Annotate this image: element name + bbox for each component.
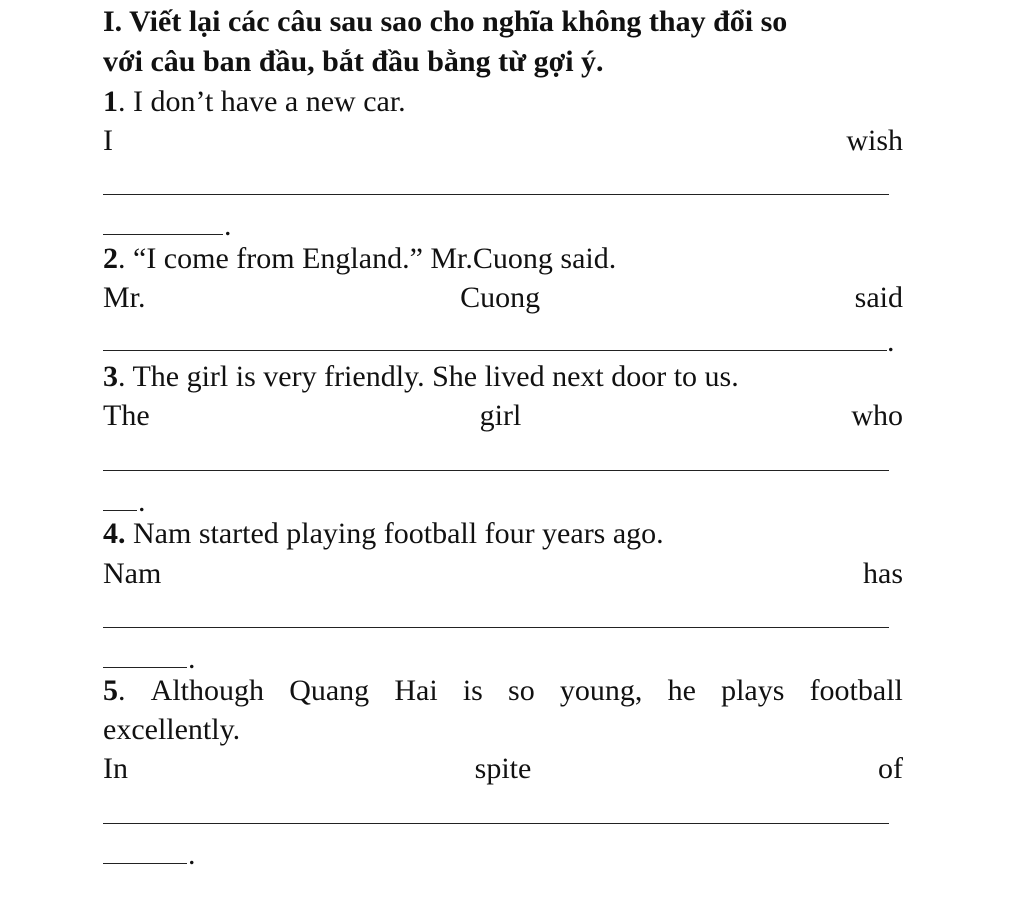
question-5-word: is [462, 674, 483, 707]
question-3-number: 3 [103, 360, 118, 393]
question-5-word: he [667, 674, 696, 707]
question-4-text: Nam started playing football four years ago. [125, 517, 664, 550]
question-3-sentence: 3. The girl is very friendly. She lived next door to us. [103, 360, 739, 393]
question-5-word: Quang [289, 674, 370, 707]
question-2-end-mark: . [887, 325, 895, 358]
question-5-sentence: 5. Although Quang Hai is so young, he plays football [103, 671, 903, 711]
question-3-answer-blank[interactable] [103, 470, 889, 471]
question-2-prompt-word: said [854, 281, 903, 314]
question-3-prompt-word: who [851, 399, 903, 432]
question-5-end-mark: . [188, 838, 196, 871]
question-5-tail-blank[interactable] [103, 863, 187, 864]
question-2-answer-line [103, 322, 895, 362]
question-3-prompt [103, 396, 903, 436]
question-5-prompt [103, 749, 903, 789]
question-5-number: 5 [103, 674, 118, 707]
question-2-answer-blank[interactable] [103, 350, 887, 351]
question-5-word: young, [559, 674, 643, 707]
question-1-tail-blank[interactable] [103, 234, 223, 235]
question-1-answer-blank[interactable] [103, 194, 889, 195]
question-3-end-mark: . [138, 485, 146, 518]
question-5-prompt-word: In [103, 752, 128, 785]
question-5-answer-tail [103, 835, 196, 875]
question-3-prompt-word: girl [479, 399, 522, 432]
question-1-number: 1 [103, 85, 118, 118]
question-2-number: 2 [103, 242, 118, 275]
question-2-text: “I come from England.” Mr.Cuong said. [125, 242, 617, 275]
question-4-number: 4. [103, 517, 126, 550]
question-5-prompt-word: of [877, 752, 903, 785]
exercise-heading-line-1: I. Viết lại các câu sau sao cho nghĩa không thay đổi so [103, 5, 788, 38]
question-1-prompt-word: wish [846, 124, 903, 157]
question-4-end-mark: . [188, 642, 196, 675]
question-3-prompt-word: The [103, 399, 150, 432]
question-1-text: I don’t have a new car. [125, 85, 406, 118]
question-1-prompt-word: I [103, 124, 113, 157]
question-1-end-mark: . [224, 209, 232, 242]
question-4-prompt-word: has [863, 557, 903, 590]
question-4-tail-blank[interactable] [103, 667, 187, 668]
question-2-sentence: 2. “I come from England.” Mr.Cuong said. [103, 242, 617, 275]
question-5-word: plays [721, 674, 785, 707]
question-5-word: Although [150, 674, 265, 707]
question-2-prompt [103, 278, 903, 318]
question-5-prompt-word: spite [474, 752, 532, 785]
question-4-answer-blank[interactable] [103, 627, 889, 628]
question-4-sentence [103, 514, 903, 554]
question-5-word: so [508, 674, 535, 707]
question-2-prompt-word: Cuong [460, 281, 541, 314]
question-5-word: Hai [394, 674, 438, 707]
question-2-prompt-word: Mr. [103, 281, 146, 314]
question-3-text: The girl is very friendly. She lived next door to us. [125, 360, 739, 393]
question-4-prompt-word: Nam [103, 557, 162, 590]
question-5-word: football [809, 674, 903, 707]
question-4-prompt [103, 554, 903, 594]
question-5-answer-blank[interactable] [103, 823, 889, 824]
question-1-sentence: 1. I don’t have a new car. [103, 85, 406, 118]
question-1-prompt [103, 121, 903, 161]
exercise-heading-line-2: với câu ban đầu, bắt đầu bằng từ gợi ý. [103, 45, 604, 78]
question-3-tail-blank[interactable] [103, 510, 137, 511]
question-5-sentence-line-2: excellently. [103, 713, 241, 746]
